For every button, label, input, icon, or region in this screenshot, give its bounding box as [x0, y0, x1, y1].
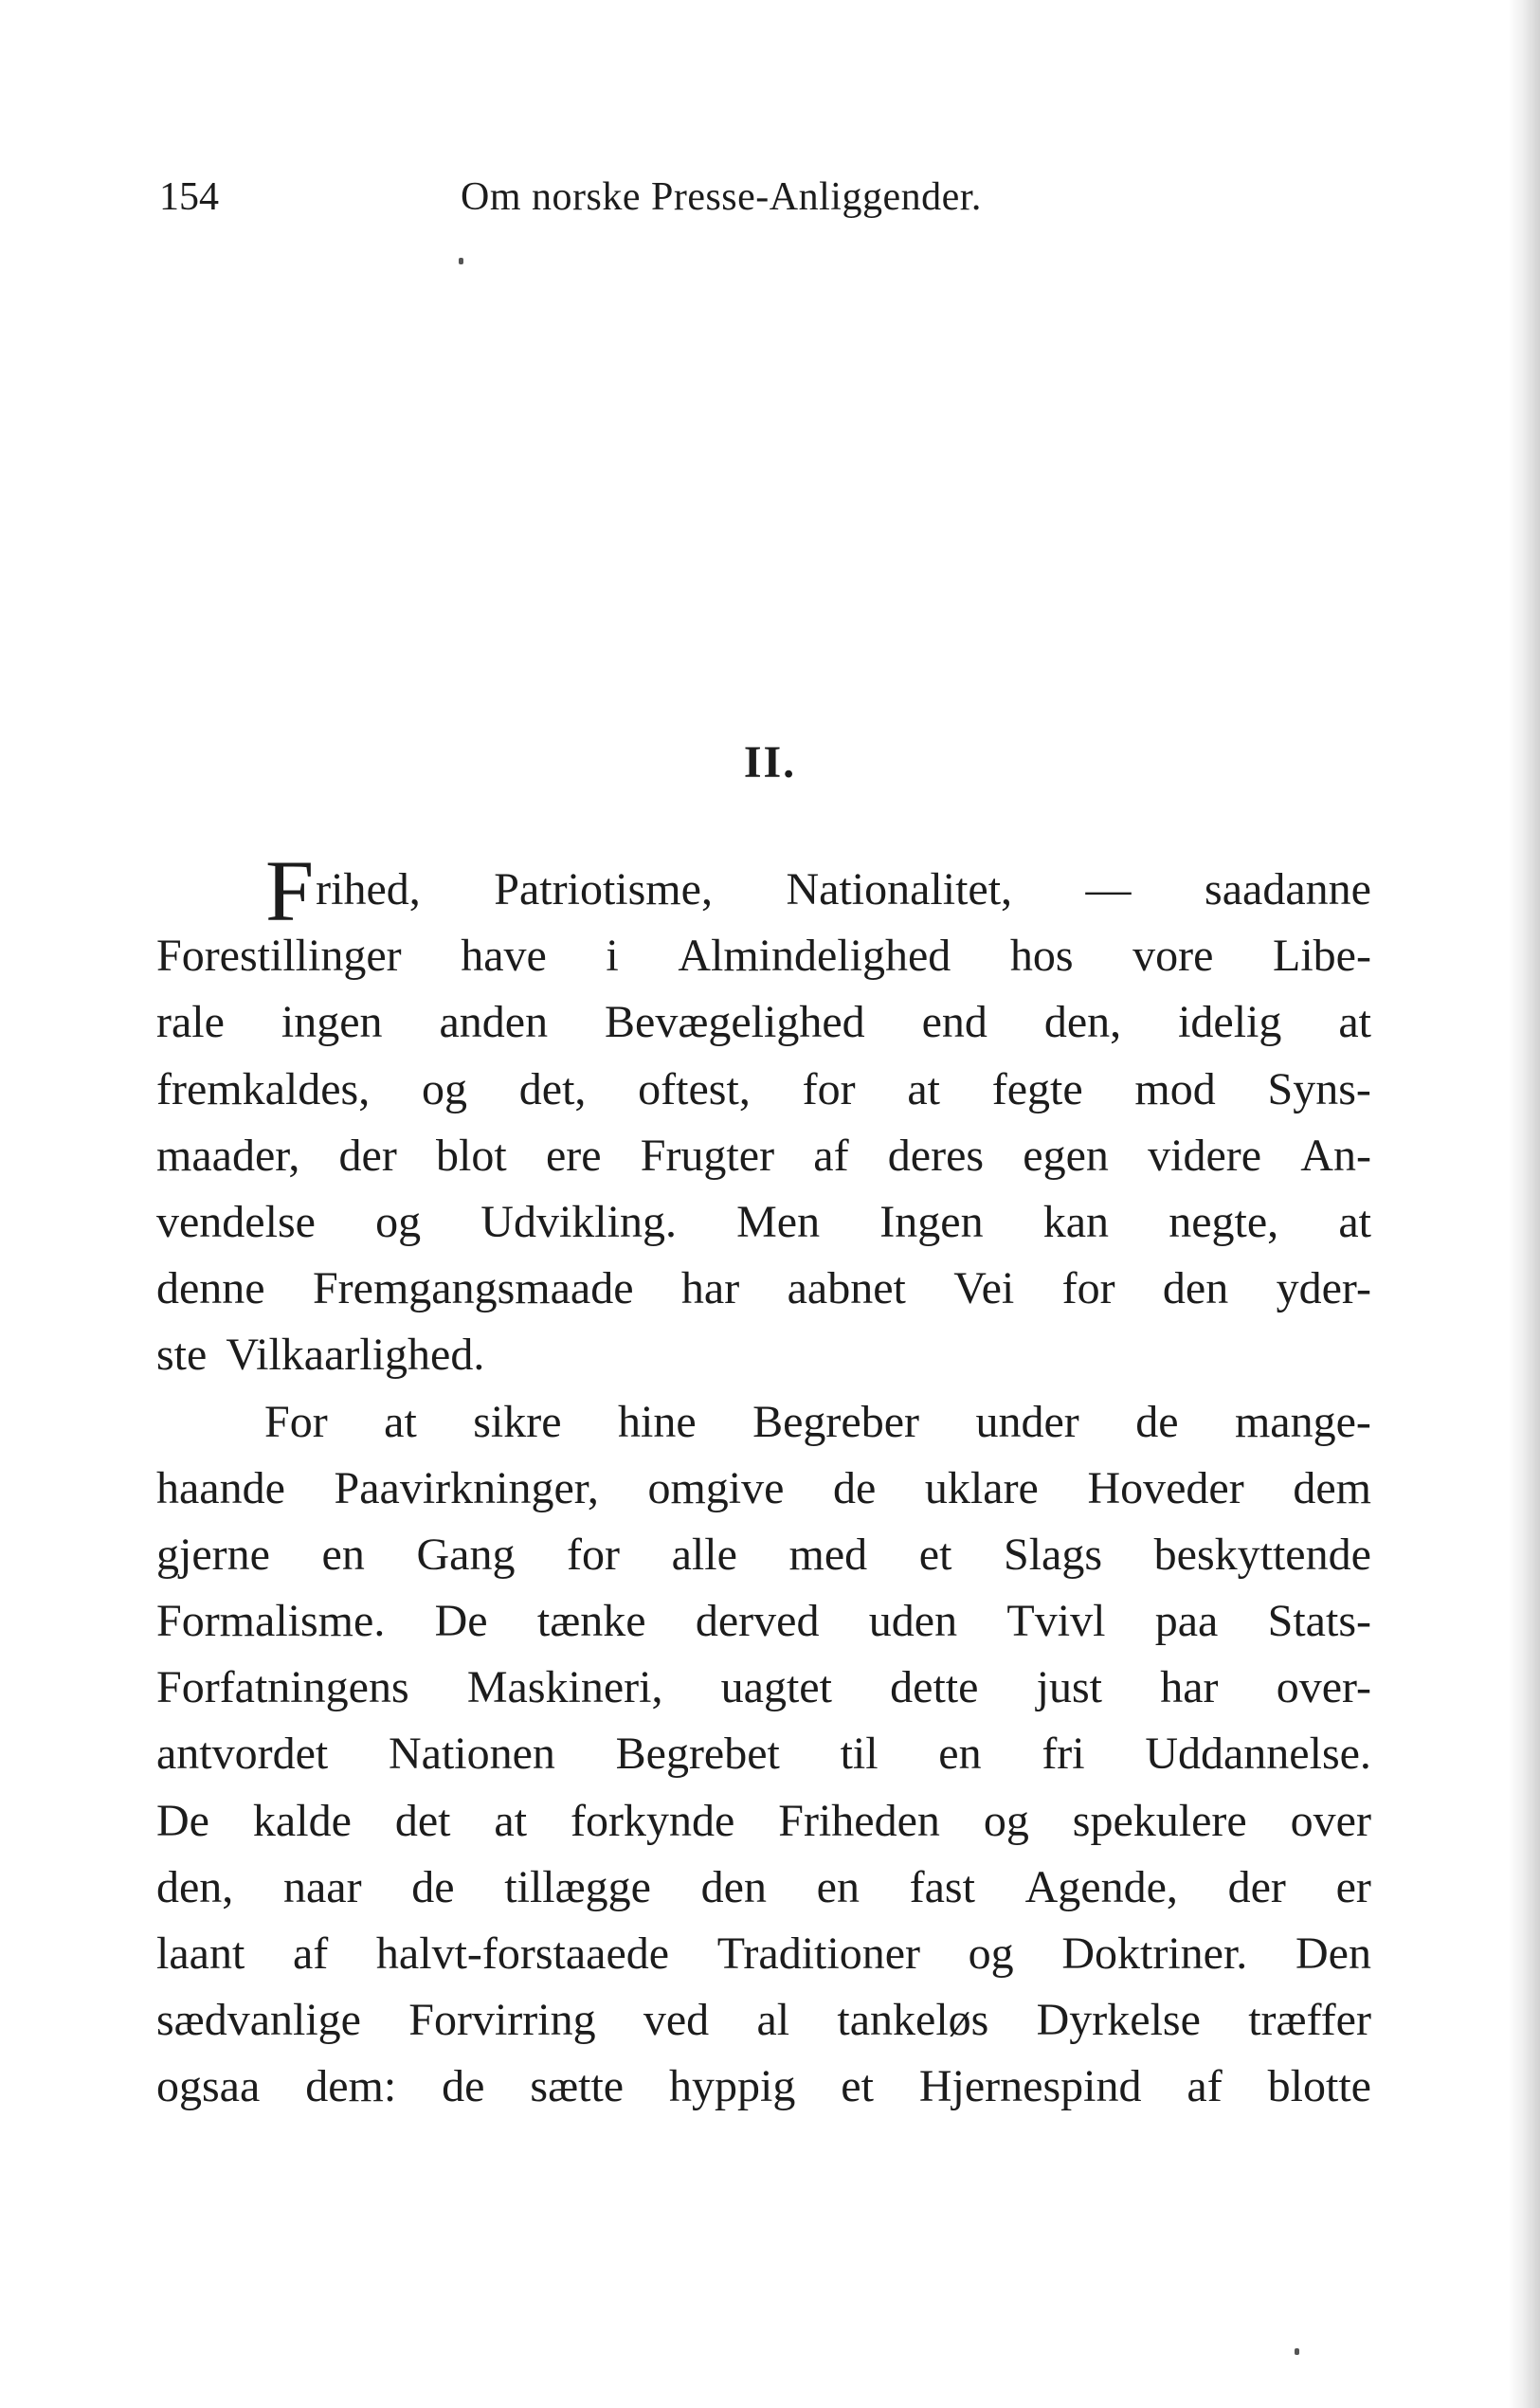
- word: De: [156, 1795, 209, 1846]
- line-text: [316, 857, 1371, 923]
- paragraph-line: [156, 1389, 1371, 1456]
- word: den,: [156, 1861, 234, 1912]
- paragraph-line: [156, 1855, 1371, 1921]
- word: hos: [1009, 931, 1074, 982]
- word: kalde: [252, 1795, 352, 1846]
- word: at: [494, 1795, 528, 1846]
- word: uagtet: [720, 1662, 832, 1713]
- word: Bevægelighed: [605, 997, 865, 1048]
- word: antvordet: [156, 1729, 329, 1780]
- word: —: [1085, 864, 1132, 914]
- word: ogsaa: [156, 2061, 261, 2112]
- word: uden: [868, 1596, 958, 1647]
- word: Nationen: [388, 1729, 555, 1780]
- word: hine: [618, 1396, 697, 1447]
- word: Agende,: [1024, 1861, 1178, 1912]
- word: ste: [156, 1330, 208, 1381]
- word: naar: [283, 1861, 362, 1912]
- word: der: [338, 1130, 397, 1181]
- word: deres: [887, 1130, 985, 1181]
- word: Forfatningens: [156, 1662, 409, 1713]
- word: i: [606, 931, 619, 982]
- word: rale: [156, 997, 225, 1048]
- page-edge-shadow: [1508, 0, 1540, 2408]
- word: halvt-forstaaede: [375, 1928, 670, 1979]
- word: et: [918, 1529, 952, 1580]
- drop-initial: F: [265, 842, 315, 939]
- word: Tvivl: [1006, 1596, 1106, 1647]
- word: videre: [1148, 1130, 1262, 1181]
- word: derved: [695, 1596, 820, 1647]
- word: dem:: [305, 2061, 397, 2112]
- word: er: [1335, 1861, 1371, 1912]
- word: Fremgangsmaade: [312, 1263, 634, 1314]
- word: gjerne: [156, 1529, 270, 1580]
- word: omgive: [647, 1462, 785, 1513]
- word: over: [1290, 1795, 1371, 1846]
- word: Vei: [953, 1263, 1015, 1314]
- word: anden: [439, 997, 549, 1048]
- paragraph-line: [156, 2054, 1371, 2120]
- word: Udvikling.: [480, 1196, 677, 1247]
- word: og: [968, 1928, 1014, 1979]
- word: Nationalitet,: [786, 864, 1013, 914]
- word: at: [907, 1063, 940, 1114]
- word: Begreber: [752, 1396, 919, 1447]
- word: uklare: [924, 1462, 1039, 1513]
- word: Paavirkninger,: [334, 1462, 599, 1513]
- word: vendelse: [156, 1196, 316, 1247]
- word: den: [700, 1861, 767, 1912]
- word: fegte: [991, 1063, 1083, 1114]
- word: Frugter: [640, 1130, 775, 1181]
- word: en: [938, 1729, 982, 1780]
- word: Forvirring: [408, 1995, 596, 2046]
- word: tillægge: [504, 1861, 651, 1912]
- word: de: [442, 2061, 485, 2112]
- word: just: [1036, 1662, 1102, 1713]
- word: De: [434, 1596, 488, 1647]
- word: spekulere: [1072, 1795, 1247, 1846]
- word: at: [1338, 1196, 1371, 1247]
- word: mange-: [1234, 1396, 1371, 1447]
- paragraph-line: [156, 1987, 1371, 2054]
- word: Stats-: [1267, 1596, 1371, 1647]
- word: al: [756, 1995, 790, 2046]
- word: kan: [1042, 1196, 1110, 1247]
- word: Formalisme.: [156, 1596, 386, 1647]
- word: den,: [1043, 997, 1122, 1048]
- word: og: [375, 1196, 422, 1247]
- word: fast: [909, 1861, 975, 1912]
- word: rihed,: [316, 864, 421, 914]
- paragraph-line: [156, 1189, 1371, 1256]
- word: den: [1162, 1263, 1229, 1314]
- word: Syns-: [1267, 1063, 1371, 1114]
- word: forkynde: [571, 1795, 735, 1846]
- word: det: [394, 1795, 451, 1846]
- word: for: [1061, 1263, 1115, 1314]
- word: laant: [156, 1928, 245, 1979]
- word: Vilkaarlighed.: [226, 1330, 485, 1381]
- word: beskyttende: [1153, 1529, 1371, 1580]
- word: at: [1338, 997, 1371, 1048]
- word: An-: [1300, 1130, 1371, 1181]
- word: et: [841, 2061, 874, 2112]
- paragraph-line: [156, 1522, 1371, 1588]
- paragraph-line: [156, 1655, 1371, 1721]
- word: over-: [1276, 1662, 1371, 1713]
- word: blot: [436, 1130, 507, 1181]
- word: Uddannelse.: [1145, 1729, 1371, 1780]
- paragraph-line: [156, 1788, 1371, 1855]
- paragraph-line: [156, 1456, 1371, 1522]
- word: de: [411, 1861, 455, 1912]
- word: dette: [890, 1662, 979, 1713]
- running-title: Om norske Presse-Anliggender.: [461, 175, 982, 219]
- word: fri: [1042, 1729, 1085, 1780]
- word: en: [321, 1529, 365, 1580]
- paragraph-line: [156, 1322, 1371, 1388]
- word: de: [1135, 1396, 1179, 1447]
- paragraph-line: [156, 1921, 1371, 1987]
- word: alle: [671, 1529, 737, 1580]
- word: har: [680, 1263, 740, 1314]
- word: Men: [736, 1196, 821, 1247]
- word: tankeløs: [837, 1995, 989, 2046]
- word: oftest,: [638, 1063, 751, 1114]
- word: til: [840, 1729, 879, 1780]
- word: under: [975, 1396, 1079, 1447]
- word: aabnet: [787, 1263, 906, 1314]
- word: der: [1227, 1861, 1286, 1912]
- word: for: [802, 1063, 856, 1114]
- word: Doktriner.: [1061, 1928, 1248, 1979]
- paragraph-line: [156, 989, 1371, 1056]
- word: saadanne: [1205, 864, 1371, 914]
- word: med: [788, 1529, 868, 1580]
- paragraph-line: [156, 923, 1371, 989]
- word: har: [1160, 1662, 1219, 1713]
- word: og: [422, 1063, 467, 1114]
- word: Traditioner: [716, 1928, 920, 1979]
- word: sætte: [530, 2061, 625, 2112]
- paragraph-line: [156, 1256, 1371, 1322]
- paragraph-line: [156, 1123, 1371, 1189]
- word: at: [384, 1396, 417, 1447]
- word: egen: [1023, 1130, 1109, 1181]
- body-text: [156, 842, 1371, 2121]
- word: Den: [1295, 1928, 1371, 1979]
- word: denne: [156, 1263, 265, 1314]
- word: Friheden: [778, 1795, 940, 1846]
- word: dem: [1293, 1462, 1371, 1513]
- word: Hjernespind: [918, 2061, 1142, 2112]
- paragraph-line: [156, 1721, 1371, 1787]
- word: Dyrkelse: [1036, 1995, 1201, 2046]
- word: haande: [156, 1462, 285, 1513]
- word: Gang: [416, 1529, 516, 1580]
- word: træffer: [1248, 1995, 1371, 2046]
- word: hyppig: [669, 2061, 796, 2112]
- word: mod: [1134, 1063, 1216, 1114]
- ink-speck: [459, 258, 463, 264]
- word: af: [292, 1928, 329, 1979]
- word: Libe-: [1273, 931, 1371, 982]
- word: ingen: [281, 997, 383, 1048]
- word: Begrebet: [615, 1729, 780, 1780]
- word: Forestillinger: [156, 931, 402, 982]
- word: sædvanlige: [156, 1995, 361, 2046]
- paragraph-line: [156, 1588, 1371, 1655]
- word: yder-: [1276, 1263, 1371, 1314]
- word: Patriotisme,: [494, 864, 713, 914]
- word: tænke: [536, 1596, 646, 1647]
- word: end: [921, 997, 987, 1048]
- word: de: [833, 1462, 877, 1513]
- word: for: [567, 1529, 621, 1580]
- word: Ingen: [879, 1196, 984, 1247]
- word: fremkaldes,: [156, 1063, 371, 1114]
- word: Almindelighed: [678, 931, 951, 982]
- word: blotte: [1267, 2061, 1371, 2112]
- word: Hoveder: [1087, 1462, 1244, 1513]
- word: ved: [643, 1995, 710, 2046]
- word: Maskineri,: [466, 1662, 663, 1713]
- word: sikre: [473, 1396, 562, 1447]
- word: idelig: [1178, 997, 1282, 1048]
- word: af: [1187, 2061, 1223, 2112]
- word: For: [264, 1396, 328, 1447]
- paragraph-line: [156, 842, 1371, 939]
- word: have: [461, 931, 547, 982]
- word: det,: [518, 1063, 587, 1114]
- word: Slags: [1004, 1529, 1103, 1580]
- word: maader,: [156, 1130, 300, 1181]
- paragraph-line: [156, 1057, 1371, 1123]
- word: og: [983, 1795, 1029, 1846]
- word: af: [813, 1130, 849, 1181]
- word: ere: [545, 1130, 602, 1181]
- page-number: 154: [159, 175, 219, 219]
- running-header: [159, 169, 1259, 226]
- ink-speck: [1295, 2348, 1299, 2355]
- word: en: [816, 1861, 860, 1912]
- word: negte,: [1169, 1196, 1279, 1247]
- word: vore: [1132, 931, 1214, 982]
- word: paa: [1154, 1596, 1219, 1647]
- section-heading: II.: [743, 737, 797, 788]
